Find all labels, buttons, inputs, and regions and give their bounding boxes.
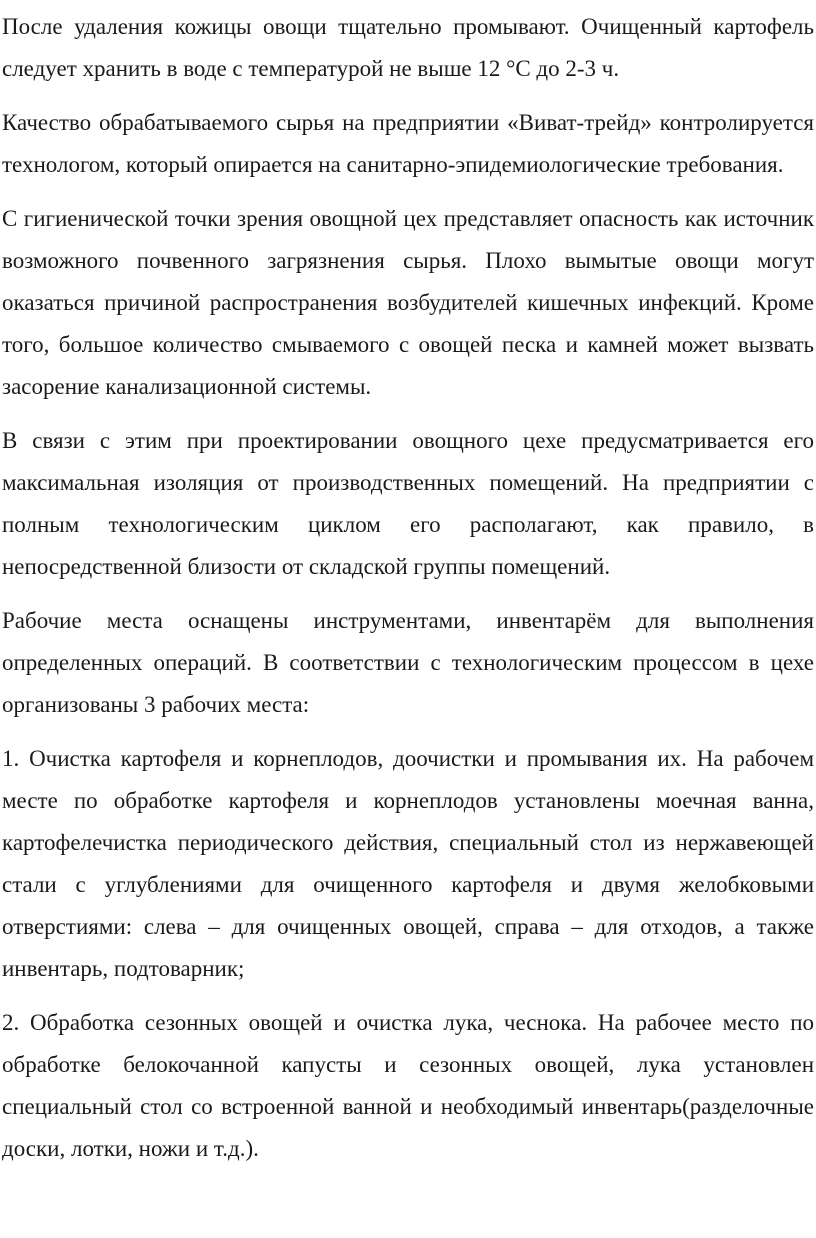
list-item-workplace-2: 2. Обработка сезонных овощей и очистка лука, чеснока. На рабочее место по обработке белокочанной капусты и сезонных овощей, лука установлен специальный стол со встроенной ванной и необходимый инвентарь(разделочные доски, лотки, ножи и т.д.). <box>2 1010 814 1161</box>
list-item-workplace-1: 1. Очистка картофеля и корнеплодов, доочистки и промывания их. На рабочем месте по обработке картофеля и корнеплодов установлены моечная ванна, картофелечистка периодического действия, специальный стол из нержавеющей стали с углублениями для очищенного картофеля и двумя желобковыми отверстиями: слева – для очищенных овощей, справа – для отходов, а также инвентарь, подтоварник; <box>2 746 814 981</box>
paragraph-workplaces-intro: Рабочие места оснащены инструментами, инвентарём для выполнения определенных операций. В соответствии с технологическим процессом в цехе организованы 3 рабочих места: <box>2 608 814 717</box>
paragraph-storage: После удаления кожицы овощи тщательно промывают. Очищенный картофель следует хранить в воде с температурой не выше 12 °С до 2-3 ч. <box>2 14 814 81</box>
paragraph-quality-control: Качество обрабатываемого сырья на предприятии «Виват-трейд» контролируется технологом, который опирается на санитарно-эпидемиологические требования. <box>2 110 814 177</box>
paragraph-hygiene: С гигиенической точки зрения овощной цех представляет опасность как источник возможного почвенного загрязнения сырья. Плохо вымытые овощи могут оказаться причиной распространения возбудителей кишечных инфекций. Кроме того, большое количество смываемого с овощей песка и камней может вызвать засорение канализационной системы. <box>2 206 814 399</box>
paragraph-design-isolation: В связи с этим при проектировании овощного цехе предусматривается его максимальная изоляция от производственных помещений. На предприятии с полным технологическим циклом его располагают, как правило, в непосредственной близости от складской группы помещений. <box>2 428 814 579</box>
